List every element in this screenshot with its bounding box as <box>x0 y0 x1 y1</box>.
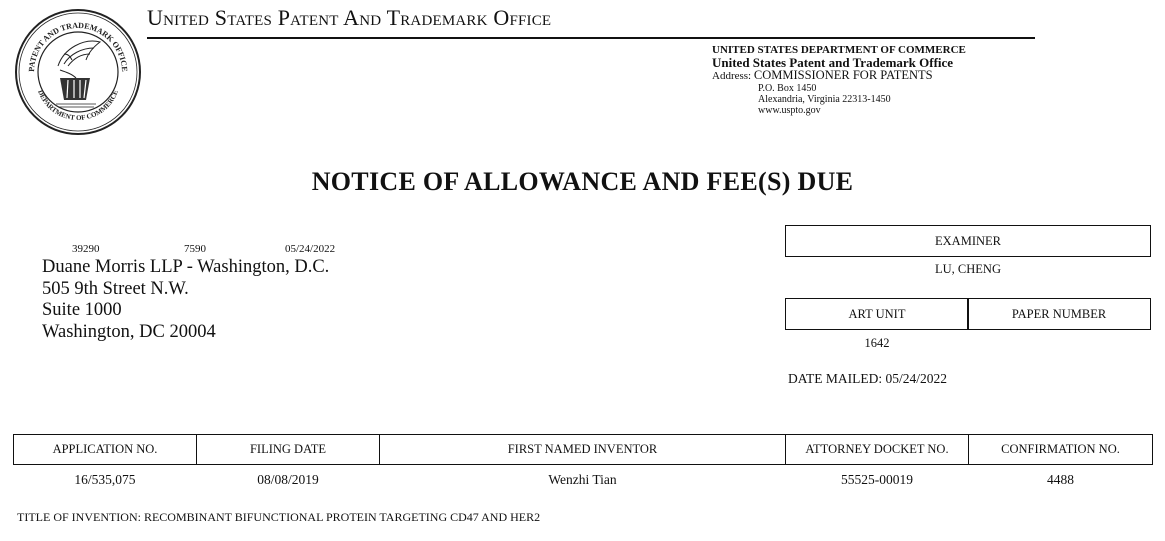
date-mailed: DATE MAILED: 05/24/2022 <box>788 371 947 386</box>
art-unit-value: 1642 <box>864 336 890 350</box>
attorney-docket-header: ATTORNEY DOCKET NO. <box>786 435 969 465</box>
header-rule <box>147 37 1035 39</box>
address-label: Address: <box>712 70 752 82</box>
office-name-text: United States Patent And Trademark Office <box>147 5 552 30</box>
application-value-row <box>14 465 1153 496</box>
uspto-seal-icon <box>14 8 142 136</box>
application-no-header: APPLICATION NO. <box>14 435 197 465</box>
address-line-1: Duane Morris LLP - Washington, D.C. <box>42 257 330 277</box>
correspondence-code: 7590 <box>184 243 206 255</box>
office-name <box>147 5 551 32</box>
application-table <box>13 434 1153 495</box>
customer-number: 39290 <box>72 243 100 255</box>
first-named-inventor: Wenzhi Tian <box>548 472 617 487</box>
svg-text:PATENT AND TRADEMARK OFFICE: PATENT AND TRADEMARK OFFICE <box>26 20 130 72</box>
address-line: COMMISSIONER FOR PATENTS <box>753 68 933 82</box>
first-named-inventor-header: FIRST NAMED INVENTOR <box>380 435 786 465</box>
svg-text:DEPARTMENT OF COMMERCE: DEPARTMENT OF COMMERCE <box>36 88 120 123</box>
address-line-2: 505 9th Street N.W. <box>42 278 189 299</box>
correspondence-address <box>42 257 329 343</box>
application-header-row <box>14 435 1153 465</box>
title-of-invention: TITLE OF INVENTION: RECOMBINANT BIFUNCTIONAL PROTEIN TARGETING CD47 AND HER2 <box>17 510 541 524</box>
paper-number-header: PAPER NUMBER <box>967 298 1151 330</box>
examiner-header: EXAMINER <box>785 225 1151 257</box>
filing-date: 08/08/2019 <box>257 472 319 487</box>
filing-date-header: FILING DATE <box>197 435 380 465</box>
examiner-name: LU, CHENG <box>935 262 1001 276</box>
notice-title: NOTICE OF ALLOWANCE AND FEE(S) DUE <box>311 167 854 196</box>
city-line: Alexandria, Virginia 22313-1450 <box>758 93 891 105</box>
attorney-docket-no: 55525-00019 <box>841 472 913 487</box>
correspondence-block <box>42 243 336 343</box>
department-name: UNITED STATES DEPARTMENT OF COMMERCE <box>712 44 966 56</box>
confirmation-no: 4488 <box>1047 472 1074 487</box>
address-block <box>712 44 966 116</box>
application-no: 16/535,075 <box>74 472 136 487</box>
pto-name: United States Patent and Trademark Office <box>712 54 954 70</box>
confirmation-no-header: CONFIRMATION NO. <box>969 435 1153 465</box>
po-box: P.O. Box 1450 <box>758 82 817 94</box>
address-line-4: Washington, DC 20004 <box>42 321 216 342</box>
art-unit-header: ART UNIT <box>785 298 969 330</box>
website-link[interactable]: www.uspto.gov <box>758 104 821 116</box>
address-line-3: Suite 1000 <box>42 300 122 320</box>
correspondence-date: 05/24/2022 <box>285 243 336 255</box>
correspondence-codes <box>42 243 336 257</box>
